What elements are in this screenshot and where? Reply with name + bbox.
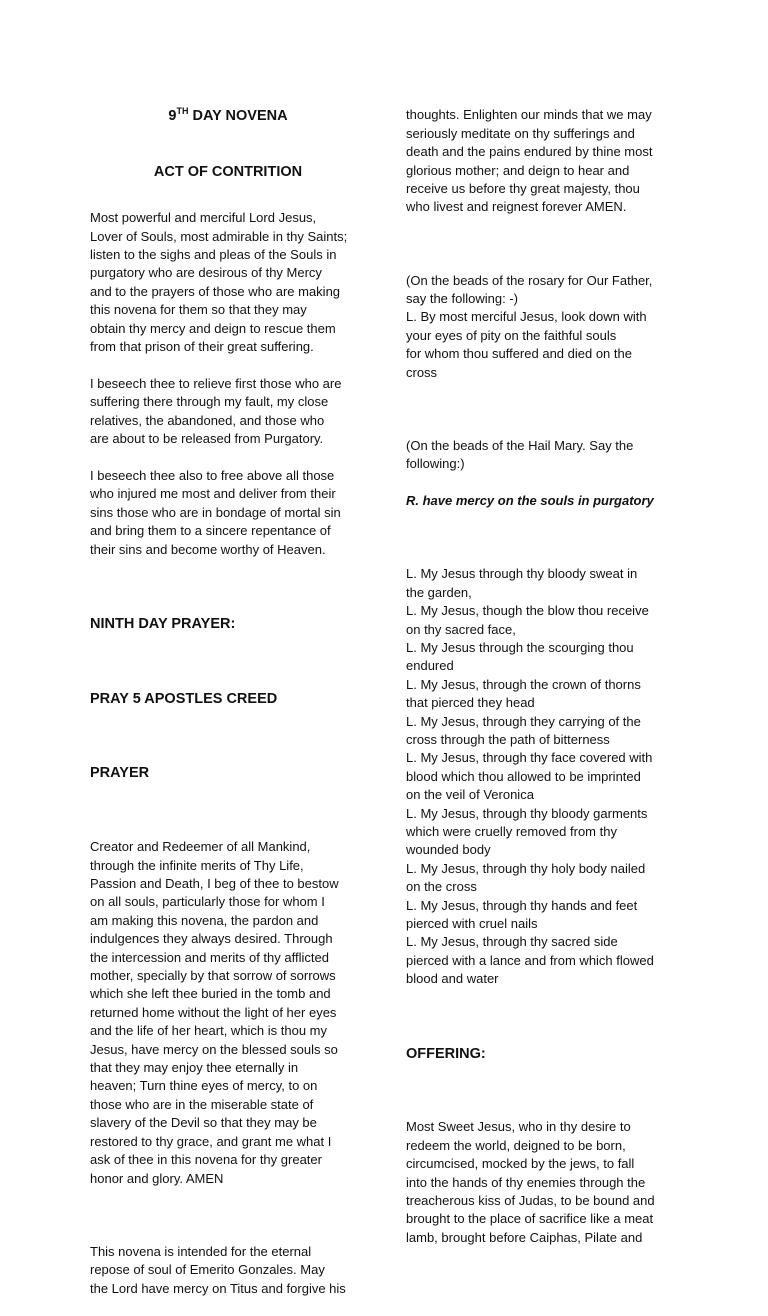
left-column (90, 88, 366, 1316)
title-text: DAY NOVENA (188, 108, 288, 125)
page-title (90, 106, 366, 126)
ninth-day-prayer-heading: NINTH DAY PRAYER: (90, 615, 236, 632)
contrition-paragraph-2: I beseech thee to relieve first those who are suffering there through my fault, my close relatives, the abandoned, and those who are about to be released from Purgatory. (90, 375, 342, 447)
spacer (406, 235, 684, 253)
act-of-contrition-heading: ACT OF CONTRITION (153, 163, 303, 180)
prayer-continuation: thoughts. Enlighten our minds that we may seriously meditate on thy sufferings and death and the pains endured by thine most glorious mother; and deign to hear and receive us before thy great majesty, thou who livest and reignest forever AMEN. (406, 107, 653, 215)
title-superscript: TH (176, 106, 189, 117)
prayer-text: Creator and Redeemer of all Mankind, through the infinite merits of Thy Life, Passion and Death, I beg of thee to bestow on all souls, particularly those for whom I am making this novena, the pardon and indulgences they always desired. Through the intercession and merits of thy afflicted mother, specially by that sorrow of sorrows which she left thee buried in the tomb and returned home without the light of her eyes and the life of her heart, which is thou my Jesus, have mercy on the blessed souls so that they may enjoy thee eternally in heaven; Turn thine eyes of mercy, to on those who are in the miserable state of slavery of the Devil so that they may be restored to thy grace, and grant me what I ask of thee in this novena for thy greater honor and glory. AMEN (90, 839, 339, 1186)
spacer (406, 1082, 684, 1100)
spacer (90, 802, 366, 820)
spacer (90, 727, 366, 745)
apostles-creed-heading: PRAY 5 APOSTLES CREED (90, 690, 278, 707)
spacer (406, 529, 684, 547)
spacer (90, 577, 366, 595)
title-number: 9 (168, 108, 177, 125)
contrition-paragraph-3: I beseech thee also to free above all those who injured me most and deliver from their sins those who are in bondage of mortal sin and bring them to a sincere repentance of their sins and become worthy of Heaven. (90, 467, 341, 557)
spacer (90, 652, 366, 670)
litany-response: R. have mercy on the souls in purgatory (406, 493, 654, 509)
right-column (406, 88, 684, 1266)
dedication-text: This novena is intended for the eternal repose of soul of Emerito Gonzales. May the Lord have mercy on Titus and forgive his (90, 1243, 346, 1296)
contrition-paragraph-1: Most powerful and merciful Lord Jesus, Lover of Souls, most admirable in thy Saints; listen to the sighs and pleas of the Souls in purgatory who are desirous of thy Mercy and to the prayers of those who are making this novena for them so that they may obtain thy mercy and deign to rescue them from that prison of their great suffering. (90, 210, 348, 355)
offering-heading: OFFERING: (406, 1045, 486, 1062)
litany-list: L. My Jesus through thy bloody sweat in the garden, L. My Jesus, though the blow thou receive on thy sacred face, L. My Jesus through the scourging thou endured L. My Jesus, through the crown of thorns that pierced they head L. My Jesus, through they carrying of the cross through the path of bitterness L. My Jesus, through thy face covered with blood which thou allowed to be imprinted on the veil of Veronica L. My Jesus, through thy bloody garments which were cruelly removed from thy wounded body L. My Jesus, through thy holy body nailed on the cross L. My Jesus, through thy hands and feet pierced with cruel nails L. My Jesus, through thy sacred side pierced with a lance and from which flowed blood and water (406, 566, 654, 987)
offering-text: Most Sweet Jesus, who in thy desire to redeem the world, deigned to be born, circumcised, mocked by the jews, to fall into the hands of thy enemies through the treacherous kiss of Judas, to be bound and brought to the place of sacrifice like a meat lamb, brought before Caiphas, Pilate and (406, 1119, 655, 1245)
spacer (90, 1206, 366, 1224)
prayer-heading: PRAYER (90, 765, 150, 782)
spacer (406, 1007, 684, 1025)
rosary-our-father-instructions: (On the beads of the rosary for Our Father, say the following: -) L. By most merciful Jesus, look down with your eyes of pity on the faithful souls for whom thou suffered and died on the cross (406, 272, 653, 380)
hail-mary-instructions: (On the beads of the Hail Mary. Say the following:) (406, 437, 634, 472)
spacer (406, 401, 684, 419)
